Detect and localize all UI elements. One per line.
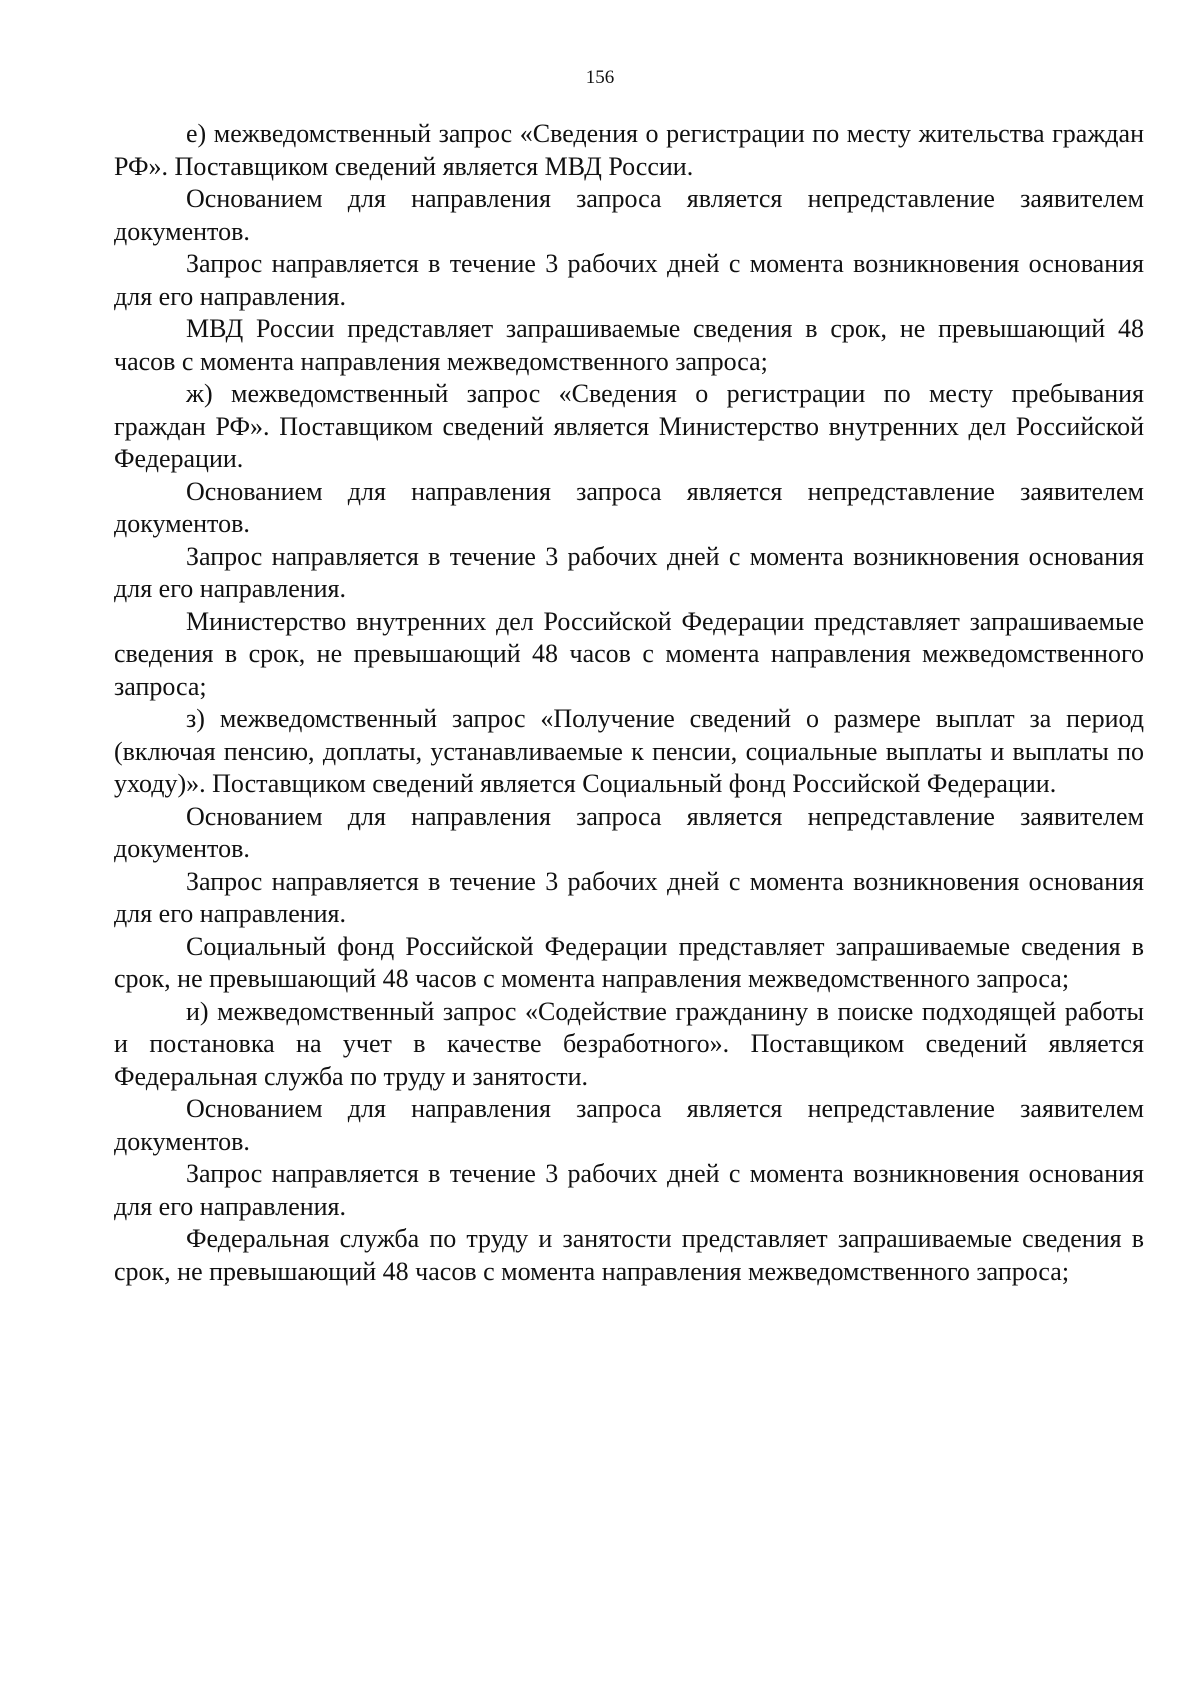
paragraph-item-e: е) межведомственный запрос «Сведения о регистрации по месту жительства граждан РФ». Поставщиком сведений является МВД России. xyxy=(114,119,1144,181)
paragraph-deadline: Запрос направляется в течение 3 рабочих дней с момента возникновения основания для его направления. xyxy=(114,1159,1144,1221)
paragraph-response-term: Федеральная служба по труду и занятости представляет запрашиваемые сведения в срок, не превышающий 48 часов с момента направления межведомственного запроса; xyxy=(114,1224,1144,1286)
paragraph-basis: Основанием для направления запроса является непредставление заявителем документов. xyxy=(114,801,1144,863)
paragraph-deadline: Запрос направляется в течение 3 рабочих дней с момента возникновения основания для его направления. xyxy=(114,866,1144,928)
paragraph-basis: Основанием для направления запроса является непредставление заявителем документов. xyxy=(114,184,1144,246)
paragraph-response-term: Министерство внутренних дел Российской Федерации представляет запрашиваемые сведения в срок, не превышающий 48 часов с момента направления межведомственного запроса; xyxy=(114,606,1144,701)
paragraph-response-term: МВД России представляет запрашиваемые сведения в срок, не превышающий 48 часов с момента направления межведомственного запроса; xyxy=(114,314,1144,376)
paragraph-item-i: и) межведомственный запрос «Содействие гражданину в поиске подходящей работы и постановка на учет в качестве безработного». Поставщиком сведений является Федеральная служба по труду и занятости. xyxy=(114,996,1144,1091)
document-body xyxy=(114,118,1144,1288)
paragraph-item-z: з) межведомственный запрос «Получение сведений о размере выплат за период (включая пенсию, доплаты, устанавливаемые к пенсии, социальные выплаты и выплаты по уходу)». Поставщиком сведений является Социальный фонд Российской Федерации. xyxy=(114,704,1144,798)
paragraph-deadline: Запрос направляется в течение 3 рабочих дней с момента возникновения основания для его направления. xyxy=(114,249,1144,311)
paragraph-basis: Основанием для направления запроса является непредставление заявителем документов. xyxy=(114,476,1144,538)
paragraph-response-term: Социальный фонд Российской Федерации представляет запрашиваемые сведения в срок, не превышающий 48 часов с момента направления межведомственного запроса; xyxy=(114,931,1144,993)
paragraph-item-zh: ж) межведомственный запрос «Сведения о регистрации по месту пребывания граждан РФ». Поставщиком сведений является Министерство внутренних дел Российской Федерации. xyxy=(114,379,1144,473)
paragraph-basis: Основанием для направления запроса является непредставление заявителем документов. xyxy=(114,1094,1144,1156)
page-number: 156 xyxy=(585,67,615,88)
paragraph-deadline: Запрос направляется в течение 3 рабочих дней с момента возникновения основания для его направления. xyxy=(114,541,1144,603)
